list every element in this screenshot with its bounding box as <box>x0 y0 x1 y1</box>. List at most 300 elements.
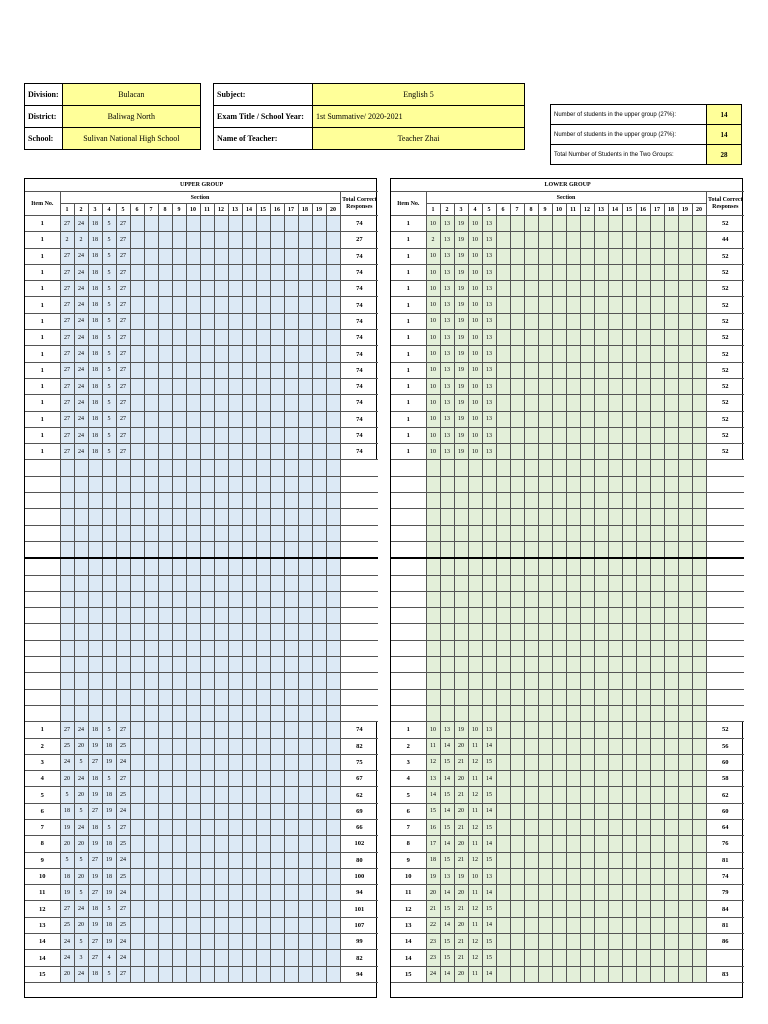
lower-data-row <box>391 771 744 787</box>
upper-section-cell <box>144 803 158 819</box>
lower-section-cell <box>524 591 538 607</box>
lower-section-cell: 10 <box>468 346 482 362</box>
upper-section-cell <box>242 558 256 575</box>
lower-section-cell: 16 <box>426 819 440 835</box>
upper-section-cell: 18 <box>102 738 116 754</box>
lower-section-cell <box>650 264 664 280</box>
upper-section-cell <box>158 673 172 689</box>
upper-section-cell: 27 <box>88 885 102 901</box>
lower-section-cell <box>580 444 594 460</box>
upper-section-cell: 5 <box>102 362 116 378</box>
lower-section-cell: 19 <box>454 297 468 313</box>
upper-section-cell <box>312 705 326 721</box>
lower-section-cell <box>678 624 692 640</box>
lower-section-cell <box>566 525 580 541</box>
lower-section-cell <box>650 476 664 492</box>
upper-section-cell <box>312 330 326 346</box>
lower-section-cell <box>608 657 622 673</box>
upper-section-cell <box>158 444 172 460</box>
lower-section-cell <box>664 460 678 476</box>
upper-section-cell <box>326 216 340 232</box>
lower-section-cell <box>538 378 552 394</box>
upper-section-cell <box>186 509 200 525</box>
upper-total-cell: 100 <box>340 868 378 884</box>
lower-section-cell <box>482 460 496 476</box>
upper-section-cell <box>326 476 340 492</box>
lower-section-number: 7 <box>510 204 524 216</box>
lower-section-cell <box>636 216 650 232</box>
lower-section-cell <box>594 378 608 394</box>
upper-section-cell <box>284 771 298 787</box>
lower-section-cell: 14 <box>482 836 496 852</box>
lower-section-cell <box>636 313 650 329</box>
upper-total-cell <box>340 640 378 656</box>
upper-section-cell: 27 <box>116 297 130 313</box>
upper-section-cell: 5 <box>102 232 116 248</box>
upper-section-cell <box>284 330 298 346</box>
upper-section-cell <box>60 640 74 656</box>
lower-section-cell <box>636 264 650 280</box>
lower-section-cell <box>650 966 664 982</box>
lower-section-cell <box>496 803 510 819</box>
upper-section-cell <box>326 852 340 868</box>
lower-section-number: 4 <box>468 204 482 216</box>
upper-section-cell <box>158 705 172 721</box>
upper-section-cell <box>102 591 116 607</box>
upper-section-cell <box>158 901 172 917</box>
lower-section-cell <box>524 346 538 362</box>
upper-section-cell: 18 <box>88 771 102 787</box>
upper-section-cell: 18 <box>88 411 102 427</box>
upper-section-cell <box>130 378 144 394</box>
lower-section-numbers-row <box>391 204 744 216</box>
upper-total-cell: 74 <box>340 395 378 411</box>
upper-section-cell <box>326 493 340 509</box>
upper-section-cell <box>256 297 270 313</box>
lower-section-cell <box>566 673 580 689</box>
upper-section-cell <box>144 836 158 852</box>
upper-empty-row <box>25 591 378 607</box>
upper-section-cell <box>200 722 214 738</box>
upper-data-row <box>25 934 378 950</box>
upper-section-cell <box>144 460 158 476</box>
lower-item-number: 9 <box>391 852 426 868</box>
upper-empty-row <box>25 476 378 492</box>
lower-empty-row <box>391 640 744 656</box>
lower-section-cell <box>468 493 482 509</box>
lower-section-cell: 10 <box>426 281 440 297</box>
lower-section-cell <box>552 901 566 917</box>
lower-item-number <box>391 575 426 591</box>
lower-section-cell <box>496 754 510 770</box>
upper-section-cell <box>228 411 242 427</box>
upper-section-cell <box>214 362 228 378</box>
lower-section-cell <box>496 541 510 558</box>
upper-section-cell <box>242 427 256 443</box>
upper-section-cell <box>186 541 200 558</box>
upper-section-cell: 27 <box>116 346 130 362</box>
lower-section-cell: 11 <box>468 803 482 819</box>
lower-section-cell <box>664 297 678 313</box>
upper-section-cell <box>326 868 340 884</box>
upper-section-cell <box>256 852 270 868</box>
upper-section-cell <box>228 624 242 640</box>
lower-section-cell <box>580 297 594 313</box>
lower-section-cell <box>650 787 664 803</box>
upper-section-cell: 24 <box>74 346 88 362</box>
upper-section-cell <box>312 901 326 917</box>
upper-section-cell <box>88 640 102 656</box>
lower-section-cell <box>594 330 608 346</box>
upper-section-cell <box>242 411 256 427</box>
upper-section-cell <box>74 493 88 509</box>
lower-section-cell <box>580 705 594 721</box>
upper-section-cell <box>60 705 74 721</box>
lower-section-cell <box>524 330 538 346</box>
lower-empty-row <box>391 460 744 476</box>
upper-section-cell <box>312 378 326 394</box>
upper-section-cell <box>228 297 242 313</box>
lower-section-cell <box>622 819 636 835</box>
lower-section-cell <box>594 901 608 917</box>
lower-section-number: 14 <box>608 204 622 216</box>
lower-section-cell <box>510 591 524 607</box>
lower-section-cell: 19 <box>454 264 468 280</box>
lower-section-cell <box>566 427 580 443</box>
lower-section-cell <box>440 673 454 689</box>
upper-section-cell <box>130 313 144 329</box>
upper-section-cell <box>242 346 256 362</box>
upper-section-cell <box>326 558 340 575</box>
lower-empty-row <box>391 558 744 575</box>
lower-empty-row <box>391 541 744 558</box>
lower-data-row <box>391 216 744 232</box>
upper-section-cell <box>312 264 326 280</box>
upper-data-row <box>25 346 378 362</box>
upper-section-cell <box>298 836 312 852</box>
lower-section-cell <box>510 509 524 525</box>
upper-section-cell <box>242 901 256 917</box>
upper-section-cell <box>298 771 312 787</box>
lower-section-cell <box>552 281 566 297</box>
upper-section-cell <box>312 541 326 558</box>
upper-section-cell <box>186 591 200 607</box>
upper-section-cell <box>130 362 144 378</box>
upper-section-cell <box>200 427 214 443</box>
upper-section-cell <box>186 411 200 427</box>
upper-section-cell <box>158 346 172 362</box>
upper-section-cell <box>312 640 326 656</box>
lower-section-cell <box>454 591 468 607</box>
lower-group-table <box>391 179 744 983</box>
lower-section-cell: 20 <box>454 885 468 901</box>
upper-section-cell <box>256 591 270 607</box>
upper-section-number: 6 <box>130 204 144 216</box>
upper-section-cell: 5 <box>74 934 88 950</box>
upper-section-cell <box>60 509 74 525</box>
upper-section-cell <box>298 689 312 705</box>
lower-section-cell <box>426 575 440 591</box>
lower-section-cell <box>524 411 538 427</box>
lower-section-cell <box>594 264 608 280</box>
upper-data-row <box>25 754 378 770</box>
lower-section-cell <box>580 313 594 329</box>
lower-section-cell <box>538 476 552 492</box>
lower-section-cell <box>552 232 566 248</box>
lower-section-number: 5 <box>482 204 496 216</box>
upper-section-cell <box>256 689 270 705</box>
upper-section-cell: 25 <box>60 738 74 754</box>
upper-section-cell: 5 <box>102 264 116 280</box>
lower-section-cell: 13 <box>482 216 496 232</box>
lower-section-cell <box>594 313 608 329</box>
lower-section-cell <box>566 509 580 525</box>
lower-section-cell: 11 <box>426 738 440 754</box>
lower-section-cell: 13 <box>482 411 496 427</box>
lower-section-cell <box>678 722 692 738</box>
upper-section-cell: 18 <box>102 836 116 852</box>
upper-data-row <box>25 950 378 966</box>
upper-section-number: 18 <box>298 204 312 216</box>
upper-section-cell <box>144 444 158 460</box>
lower-section-cell <box>608 819 622 835</box>
lower-section-cell <box>524 901 538 917</box>
upper-section-cell <box>256 608 270 624</box>
upper-section-cell <box>284 917 298 933</box>
lower-section-cell: 14 <box>440 771 454 787</box>
lower-section-cell <box>566 378 580 394</box>
upper-section-cell <box>312 738 326 754</box>
lower-section-number: 18 <box>664 204 678 216</box>
lower-section-cell <box>692 657 706 673</box>
lower-total-cell: 79 <box>706 885 744 901</box>
lower-section-cell: 13 <box>440 216 454 232</box>
upper-section-cell <box>60 558 74 575</box>
lower-section-cell <box>454 575 468 591</box>
lower-total-cell <box>706 640 744 656</box>
lower-section-cell: 13 <box>440 281 454 297</box>
upper-section-cell: 27 <box>88 852 102 868</box>
lower-section-cell: 15 <box>482 852 496 868</box>
upper-data-row <box>25 901 378 917</box>
upper-total-cell: 74 <box>340 346 378 362</box>
upper-section-cell <box>270 281 284 297</box>
lower-section-cell <box>426 460 440 476</box>
subject-value: English 5 <box>313 84 525 106</box>
lower-section-cell <box>538 362 552 378</box>
lower-section-cell <box>692 885 706 901</box>
lower-section-cell <box>510 901 524 917</box>
upper-section-cell: 27 <box>60 297 74 313</box>
upper-section-cell <box>312 525 326 541</box>
upper-section-cell: 27 <box>60 281 74 297</box>
lower-section-cell <box>468 673 482 689</box>
lower-section-cell <box>426 705 440 721</box>
lower-empty-row <box>391 591 744 607</box>
upper-section-cell <box>270 673 284 689</box>
lower-section-cell <box>538 640 552 656</box>
lower-section-cell: 15 <box>440 950 454 966</box>
lower-section-cell <box>510 885 524 901</box>
upper-item-number: 1 <box>25 313 60 329</box>
upper-section-cell <box>144 346 158 362</box>
upper-total-cell: 80 <box>340 852 378 868</box>
lower-section-cell <box>566 264 580 280</box>
lower-section-cell <box>454 558 468 575</box>
upper-section-cell: 27 <box>116 395 130 411</box>
upper-section-cell <box>270 297 284 313</box>
upper-section-cell <box>144 378 158 394</box>
lower-section-cell <box>566 591 580 607</box>
upper-section-cell: 24 <box>74 264 88 280</box>
upper-section-cell <box>116 591 130 607</box>
lower-section-cell <box>426 509 440 525</box>
lower-item-number <box>391 541 426 558</box>
upper-section-cell <box>242 591 256 607</box>
upper-section-cell <box>256 264 270 280</box>
upper-section-cell <box>270 787 284 803</box>
upper-section-cell <box>298 950 312 966</box>
lower-section-cell <box>580 624 594 640</box>
lower-section-cell <box>678 738 692 754</box>
upper-section-cell <box>284 705 298 721</box>
upper-section-cell <box>312 575 326 591</box>
lower-section-cell <box>552 297 566 313</box>
upper-section-cell <box>298 901 312 917</box>
lower-section-cell: 21 <box>454 852 468 868</box>
lower-section-cell <box>692 901 706 917</box>
upper-section-cell <box>200 493 214 509</box>
upper-section-cell <box>298 868 312 884</box>
upper-section-cell <box>130 476 144 492</box>
lower-section-cell <box>692 216 706 232</box>
upper-section-cell <box>172 673 186 689</box>
upper-section-cell <box>200 216 214 232</box>
upper-data-row <box>25 395 378 411</box>
lower-section-cell <box>524 624 538 640</box>
lower-section-cell <box>538 754 552 770</box>
upper-section-cell <box>284 411 298 427</box>
lower-section-cell <box>538 558 552 575</box>
upper-section-cell: 19 <box>88 787 102 803</box>
lower-section-cell <box>580 509 594 525</box>
upper-section-cell <box>242 541 256 558</box>
lower-section-cell <box>538 771 552 787</box>
upper-section-cell <box>298 395 312 411</box>
school-value: Sulivan National High School <box>62 128 200 150</box>
upper-section-cell <box>242 673 256 689</box>
upper-section-cell <box>214 427 228 443</box>
upper-section-cell: 20 <box>74 917 88 933</box>
lower-section-cell <box>538 819 552 835</box>
lower-data-row <box>391 966 744 982</box>
upper-section-cell <box>270 493 284 509</box>
upper-section-cell <box>172 966 186 982</box>
lower-section-cell <box>524 264 538 280</box>
lower-section-cell <box>580 689 594 705</box>
upper-item-number <box>25 640 60 656</box>
lower-section-cell: 19 <box>454 722 468 738</box>
lower-section-cell <box>510 722 524 738</box>
lower-section-cell <box>692 313 706 329</box>
upper-section-cell <box>88 476 102 492</box>
lower-section-cell <box>692 509 706 525</box>
upper-section-cell: 5 <box>74 885 88 901</box>
lower-section-cell <box>454 525 468 541</box>
upper-section-cell <box>186 281 200 297</box>
upper-section-cell: 27 <box>116 444 130 460</box>
lower-section-cell <box>580 264 594 280</box>
upper-section-cell <box>312 232 326 248</box>
upper-section-cell <box>214 819 228 835</box>
lower-section-cell: 15 <box>482 819 496 835</box>
lower-total-cell: 52 <box>706 411 744 427</box>
upper-section-cell: 24 <box>60 934 74 950</box>
upper-section-cell <box>200 917 214 933</box>
lower-section-cell <box>678 819 692 835</box>
lower-total-cell <box>706 591 744 607</box>
upper-section-cell <box>242 705 256 721</box>
upper-section-cell <box>312 313 326 329</box>
lower-section-cell <box>538 852 552 868</box>
upper-section-cell <box>270 689 284 705</box>
upper-section-cell <box>298 476 312 492</box>
lower-section-cell <box>678 771 692 787</box>
lower-section-cell <box>538 541 552 558</box>
upper-section-cell <box>312 657 326 673</box>
lower-section-cell: 20 <box>454 803 468 819</box>
upper-section-cell <box>200 803 214 819</box>
lower-total-cell <box>706 525 744 541</box>
upper-section-cell <box>60 476 74 492</box>
upper-section-cell <box>284 575 298 591</box>
lower-section-cell <box>650 689 664 705</box>
upper-section-cell <box>158 885 172 901</box>
lower-section-cell <box>440 558 454 575</box>
lower-section-cell <box>510 608 524 624</box>
lower-section-cell <box>636 378 650 394</box>
lower-section-cell <box>636 493 650 509</box>
lower-item-number: 2 <box>391 738 426 754</box>
upper-section-cell <box>130 525 144 541</box>
upper-section-cell <box>172 885 186 901</box>
lower-section-cell <box>692 591 706 607</box>
lower-item-number: 14 <box>391 934 426 950</box>
upper-section-cell <box>102 640 116 656</box>
upper-section-cell <box>172 264 186 280</box>
upper-total-header: Total Correct Responses <box>340 192 378 216</box>
upper-section-cell <box>284 673 298 689</box>
upper-section-cell <box>200 836 214 852</box>
upper-section-cell <box>116 575 130 591</box>
upper-section-cell <box>186 657 200 673</box>
upper-section-cell <box>242 362 256 378</box>
upper-section-cell <box>270 378 284 394</box>
upper-section-cell <box>130 803 144 819</box>
upper-section-cell: 27 <box>88 803 102 819</box>
lower-section-cell <box>678 460 692 476</box>
upper-section-cell <box>298 541 312 558</box>
lower-section-cell <box>454 657 468 673</box>
upper-section-cell <box>74 591 88 607</box>
upper-section-cell <box>228 313 242 329</box>
upper-section-cell: 27 <box>88 754 102 770</box>
upper-total-cell: 101 <box>340 901 378 917</box>
upper-section-cell <box>228 591 242 607</box>
upper-section-cell <box>200 444 214 460</box>
upper-section-cell <box>256 493 270 509</box>
upper-section-cell <box>60 525 74 541</box>
